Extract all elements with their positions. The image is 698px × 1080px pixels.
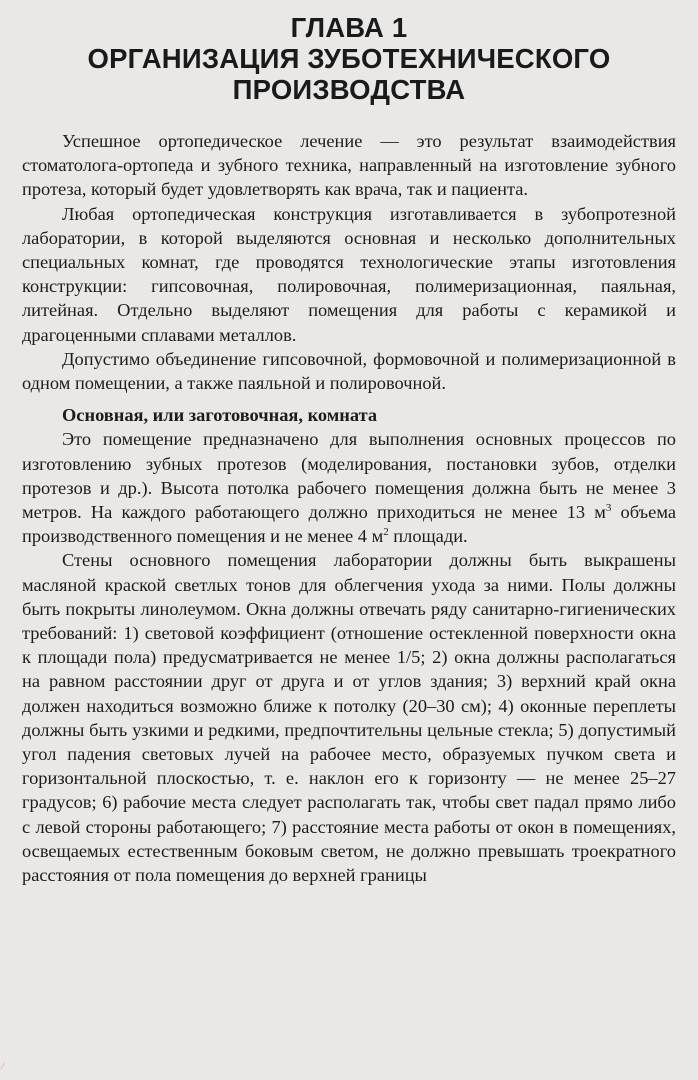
- text-fragment: площади.: [388, 526, 468, 547]
- section-heading-main-room: Основная, или заготовочная, комната: [62, 405, 378, 426]
- corner-mark-icon: ⁄: [2, 1062, 4, 1072]
- body-text: [22, 129, 676, 887]
- chapter-title-line-1: ОРГАНИЗАЦИЯ ЗУБОТЕХНИЧЕСКОГО: [87, 43, 611, 74]
- paragraph-laboratory-rooms: Любая ортопедическая конструкция изготавливается в зубопротезной лаборатории, в которой выделяются основная и несколько дополнительных специальных комнат, где проводятся технологические этапы изготовления конструкции: гипсовочная, полировочная, полимеризационная, паяльная, литейная. Отдельно выделяют помещения для работы с керамикой и драгоценными сплавами металлов.: [22, 203, 676, 345]
- paragraph-room-requirements: Стены основного помещения лаборатории должны быть выкрашены масляной краской светлых тонов для облегчения ухода за ними. Полы должны быть покрыты линолеумом. Окна должны отвечать ряду санитарно-гигиенических требований: 1) световой коэффициент (отношение остекленной поверхности окна к площади пола) предусматривается не менее 1/5; 2) окна должны располагаться на равном расстоянии друг от друга и от углов здания; 3) верхний край окна должен находиться возможно ближе к потолку (20–30 см); 4) оконные переплеты должны быть узкими и редкими, предпочтительны цельные стекла; 5) допустимый угол падения световых лучей на рабочее место, образуемых пучком света и горизонтальной плоскостью, т. е. наклон его к горизонту — не менее 25–27 градусов; 6) рабочие места следует располагать так, чтобы свет падал прямо либо с левой стороны работающего; 7) расстояние места работы от окон в помещениях, освещаемых естественным боковым светом, не должно превышать троекратного расстояния от пола помещения до верхней границы: [22, 550, 676, 886]
- superscript-square: 2: [383, 526, 389, 539]
- chapter-heading: [22, 12, 676, 105]
- text-fragment: объема производственного помещения и не менее 4 м: [22, 502, 676, 547]
- chapter-title-line-2: ПРОИЗВОДСТВА: [232, 74, 466, 105]
- paragraph-main-room-purpose: [22, 427, 676, 548]
- chapter-number: ГЛАВА 1: [290, 12, 408, 43]
- text-fragment: Это помещение предназначено для выполнения основных процессов по изготовлению зубных протезов (моделирования, постановки зубов, отделки протезов и др.). Высота потолка рабочего помещения должна быть не менее 3 метров. На каждого работающего должно приходиться не менее 13 м: [22, 429, 676, 523]
- superscript-cubic: 3: [605, 501, 612, 514]
- paragraph-intro: Успешное ортопедическое лечение — это результат взаимодействия стоматолога-ортопеда и зубного техника, направленный на изготовление зубного протеза, который будет удовлетворять как врача, так и пациента.: [22, 131, 676, 200]
- paragraph-combined-rooms: Допустимо объединение гипсовочной, формовочной и полимеризационной в одном помещении, а также паяльной и полировочной.: [22, 348, 676, 394]
